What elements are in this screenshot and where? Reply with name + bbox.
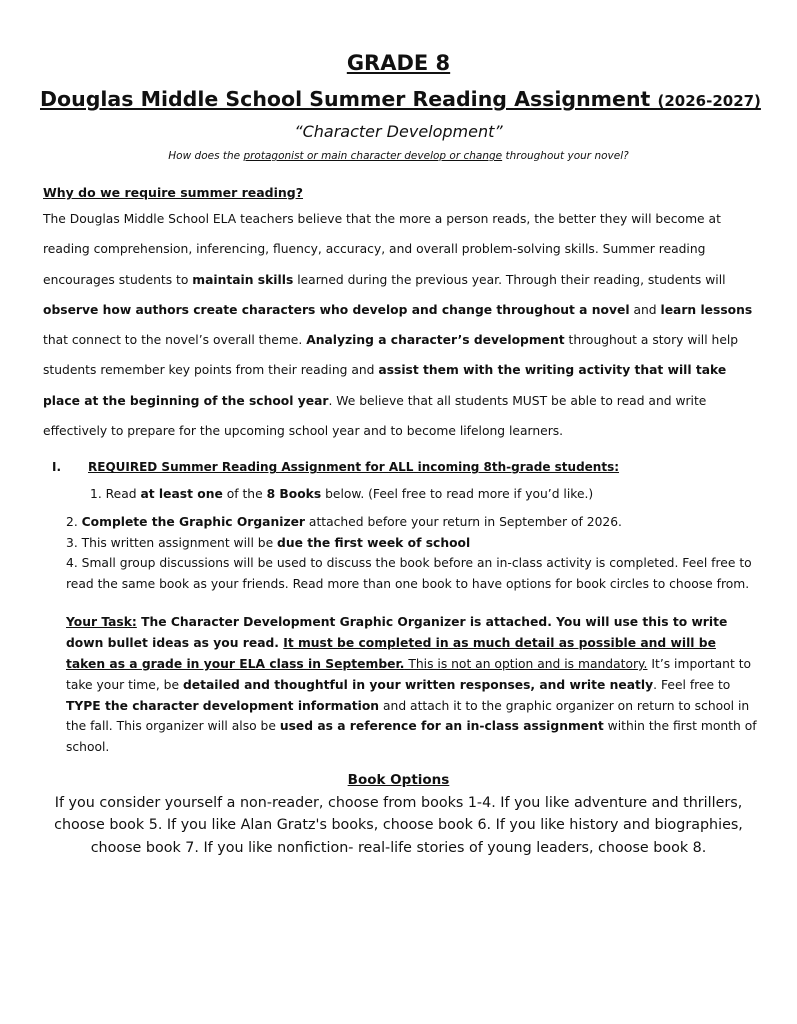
grade-heading: GRADE 8 xyxy=(346,51,451,75)
guiding-question xyxy=(40,148,757,164)
why-text-3: and xyxy=(629,302,661,317)
step-1-text-c: of the xyxy=(222,487,267,502)
step-1-bold-d: 8 Books xyxy=(266,487,322,502)
task-underlined-bold: It must be completed in as much detail as possible and will be taken as a grade in your ELA class in September. xyxy=(66,636,716,671)
question-post: throughout your novel? xyxy=(502,150,629,162)
step-2-bold: Complete the Graphic Organizer xyxy=(81,515,305,530)
why-bold-2: observe how authors create characters who develop and change throughout a novel xyxy=(43,302,630,317)
step-2 xyxy=(66,512,757,533)
step-1-text-e: below. (Feel free to read more if you’d like.) xyxy=(321,487,594,502)
section-heading xyxy=(52,458,757,476)
task-paragraph xyxy=(66,612,757,758)
why-bold-4: Analyzing a character’s development xyxy=(306,333,565,348)
task-text-4: and attach it to the graphic organizer on return to school in the fall. This organizer will also be xyxy=(66,698,750,734)
task-underlined: This is not an option and is mandatory. xyxy=(404,656,648,671)
step-3 xyxy=(66,533,757,554)
step-1-text-a: 1. Read xyxy=(90,487,141,502)
why-heading: Why do we require summer reading? xyxy=(43,185,304,200)
task-text-2: It’s important to take your time, be xyxy=(66,656,752,692)
section-title: REQUIRED Summer Reading Assignment for ALL incoming 8th-grade students: xyxy=(88,460,620,475)
section-numeral: I. xyxy=(52,460,62,475)
step-1-bold-b: at least one xyxy=(140,487,223,502)
assignment-title-text: Douglas Middle School Summer Reading Assignment xyxy=(40,87,658,111)
task-label: Your Task: xyxy=(66,615,137,630)
theme-title: “Character Development” xyxy=(294,122,503,141)
why-bold-3: learn lessons xyxy=(660,302,753,317)
why-bold-1: maintain skills xyxy=(192,272,294,287)
step-3-text-a: 3. This written assignment will be xyxy=(66,535,278,550)
why-text-2: learned during the previous year. Through their reading, students will xyxy=(293,272,726,287)
assignment-title xyxy=(40,84,761,116)
task-bold-intro: The Character Development Graphic Organizer is attached. You will use this to write down bullet ideas as you read. xyxy=(66,615,728,651)
why-paragraph xyxy=(43,204,757,446)
why-text-4: that connect to the novel’s overall theme. xyxy=(43,333,307,348)
step-4: 4. Small group discussions will be used to discuss the book before an in-class activity is completed. Feel free to read the same book as your friends. Read more than one book to have options for book circles to choose from. xyxy=(66,556,752,591)
task-bold-3: used as a reference for an in-class assignment xyxy=(279,719,604,734)
steps-list xyxy=(66,512,757,594)
book-options-heading: Book Options xyxy=(347,771,450,788)
task-bold-2: TYPE the character development information xyxy=(66,698,380,713)
why-text-1: The Douglas Middle School ELA teachers believe that the more a person reads, the better they will become at reading comprehension, inferencing, fluency, accuracy, and overall problem-solving skills. Summer reading encourages students to xyxy=(43,212,721,287)
why-bold-5: assist them with the writing activity that will take place at the beginning of the school year xyxy=(43,363,727,408)
book-options-paragraph: If you consider yourself a non-reader, choose from books 1-4. If you like adventure and thrillers, choose book 5. If you like Alan Gratz's books, choose book 6. If you like history and biographies, choose book 7. If you like nonfiction- real-life stories of young leaders, choose book 8. xyxy=(54,794,743,856)
task-text-3: . Feel free to xyxy=(653,677,731,692)
task-bold-1: detailed and thoughtful in your written responses, and write neatly xyxy=(182,677,654,692)
why-text-6: . We believe that all students MUST be able to read and write effectively to prepare for the upcoming school year and to become lifelong learners. xyxy=(43,393,707,439)
task-text-5: within the first month of school. xyxy=(66,719,757,755)
school-years: (2026-2027) xyxy=(657,92,761,110)
step-2-text-c: attached before your return in September of 2026. xyxy=(305,515,622,530)
step-3-bold: due the first week of school xyxy=(277,535,471,550)
step-2-text-a: 2. xyxy=(66,515,82,530)
step-1 xyxy=(90,484,757,504)
why-text-5: throughout a story will help students remember key points from their reading and xyxy=(43,333,739,378)
question-underlined: protagonist or main character develop or change xyxy=(243,150,503,162)
question-pre: How does the xyxy=(168,150,244,162)
